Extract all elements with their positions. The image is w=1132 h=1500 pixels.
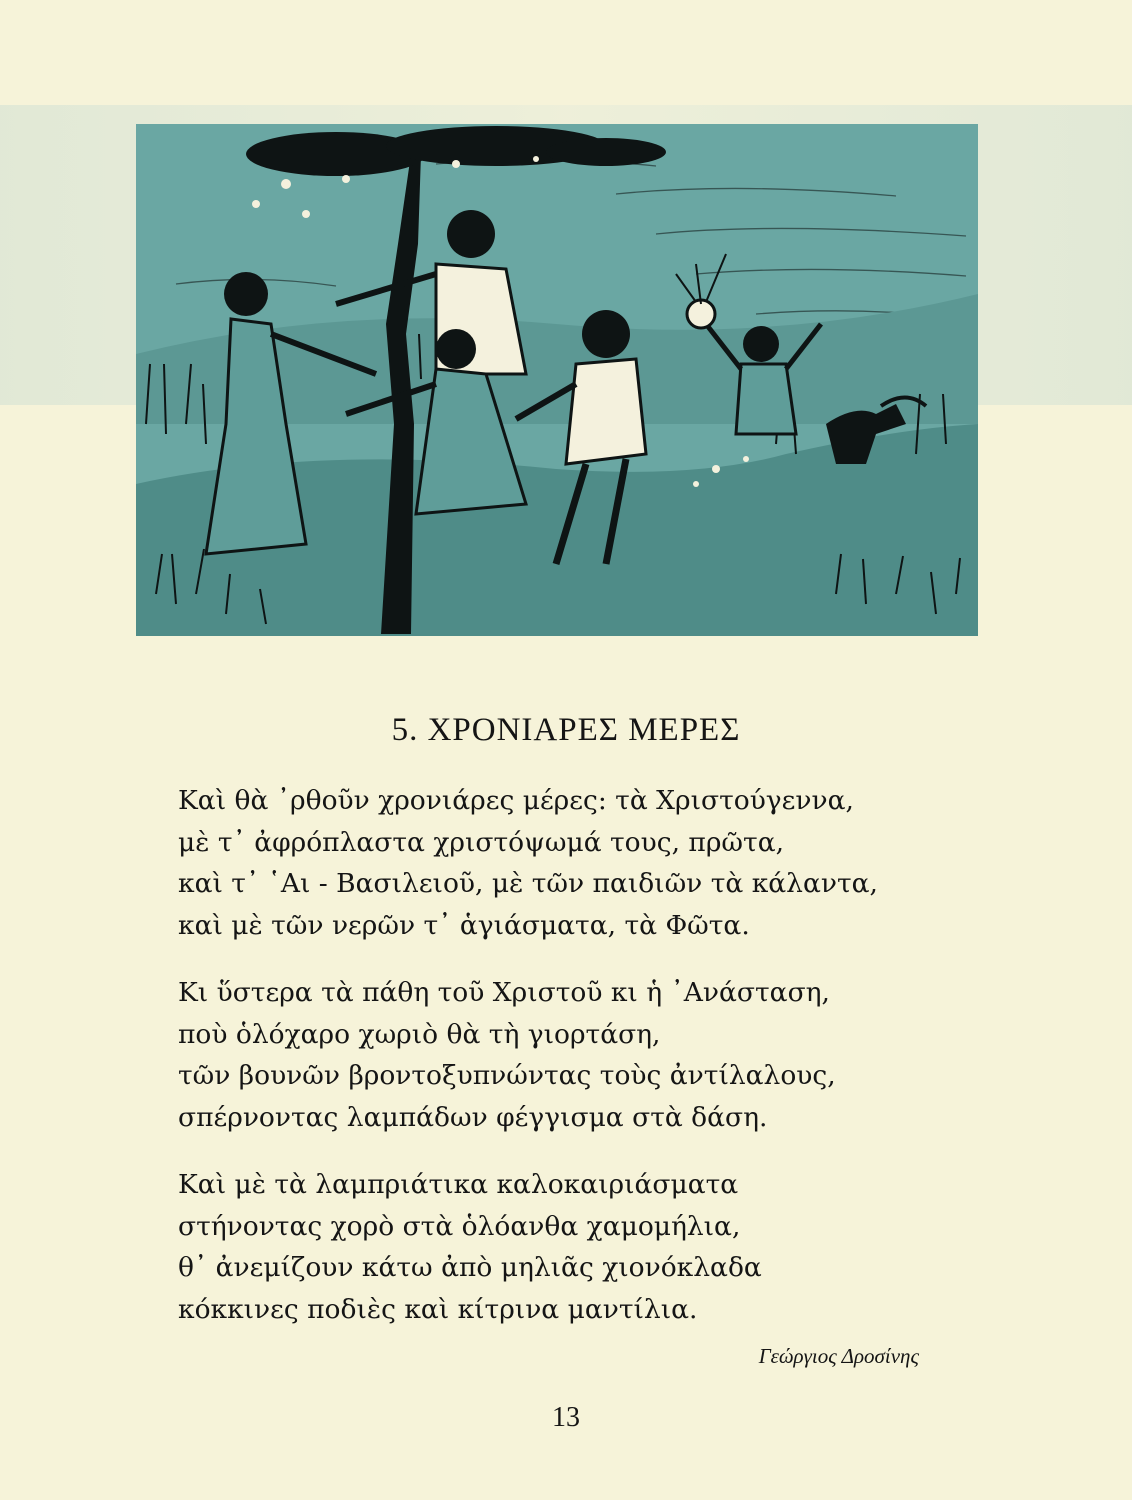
page-number: 13 (552, 1402, 580, 1433)
poem-line: Καὶ θὰ ᾿ρθοῦν χρονιάρες μέρες: τὰ Χριστούγεννα, (178, 785, 854, 816)
poem-line: ποὺ ὁλόχαρο χωριὸ θὰ τὴ γιορτάση, (178, 1018, 661, 1050)
poem-line: καὶ τ᾿ ῾Αι - Βασιλειοῦ, μὲ τῶν παιδιῶν τὰ κάλαντα, (178, 868, 878, 899)
tree-foliage (246, 126, 666, 176)
author-name: Γεώργιος Δροσίνης (758, 1344, 919, 1368)
poem-line: κόκκινες ποδιὲς καὶ κίτρινα μαντίλια. (178, 1293, 698, 1325)
sky-streaks (176, 159, 966, 318)
illustration-drawing (136, 124, 978, 636)
poem-line: τῶν βουνῶν βροντοξυπνώντας τοὺς ἀντίλαλους, (178, 1060, 836, 1091)
poem-line: στήνοντας χορὸ στὰ ὁλόανθα χαμομήλια, (178, 1210, 741, 1242)
woodcut-illustration (136, 124, 978, 636)
stanza-3 (178, 1164, 938, 1330)
poem-body (178, 780, 938, 1356)
stanza-1 (178, 780, 938, 946)
poem-line: Κι ὕστερα τὰ πάθη τοῦ Χριστοῦ κι ἡ ᾿Ανάσταση, (178, 977, 830, 1008)
poem-line: σπέρνοντας λαμπάδων φέγγισμα στὰ δάση. (178, 1101, 768, 1133)
poem-line: Καὶ μὲ τὰ λαμπριάτικα καλοκαιριάσματα (178, 1169, 739, 1200)
poem-line: θ᾿ ἀνεμίζουν κάτω ἀπὸ μηλιᾶς χιονόκλαδα (178, 1252, 762, 1283)
poem-title: 5. ΧΡΟΝΙΑΡΕΣ ΜΕΡΕΣ (391, 712, 741, 748)
poem-line: καὶ μὲ τῶν νερῶν τ᾿ ἁγιάσματα, τὰ Φῶτα. (178, 909, 750, 941)
stanza-2 (178, 972, 938, 1138)
poem-line: μὲ τ᾿ ἀφρόπλαστα χριστόψωμά τους, πρῶτα, (178, 826, 785, 858)
